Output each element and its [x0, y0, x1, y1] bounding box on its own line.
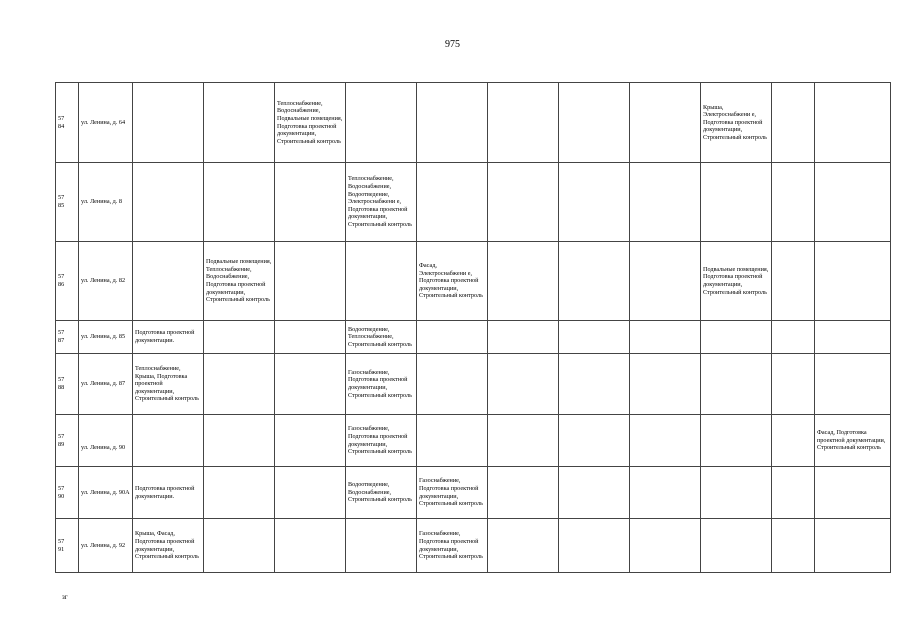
work-cell: [275, 163, 346, 242]
work-cell: [701, 415, 772, 467]
work-cell: [133, 242, 204, 321]
work-cell: Газоснабжение, Подготовка проектной документации, Строительный контроль: [346, 415, 417, 467]
work-cell: [204, 83, 275, 163]
work-cell: [630, 321, 701, 354]
work-cell: [559, 242, 630, 321]
work-cell: [559, 321, 630, 354]
work-cell: [701, 163, 772, 242]
work-cell: [275, 321, 346, 354]
work-cell: [488, 415, 559, 467]
work-cell: [204, 467, 275, 519]
work-cell: [204, 519, 275, 573]
work-cell: [772, 519, 815, 573]
address-cell: ул. Ленина, д. 85: [79, 321, 133, 354]
work-cell: [488, 321, 559, 354]
work-cell: [133, 83, 204, 163]
work-cell: Подвальные помещения, Теплоснабжение, Водоснабжение, Подготовка проектной документации, Строительный контроль: [204, 242, 275, 321]
work-cell: [815, 467, 891, 519]
work-cell: Газоснабжение, Подготовка проектной документации, Строительный контроль: [346, 354, 417, 415]
address-cell: ул. Ленина, д. 87: [79, 354, 133, 415]
work-cell: [630, 242, 701, 321]
work-cell: [772, 163, 815, 242]
work-cell: [488, 467, 559, 519]
work-cell: [559, 83, 630, 163]
work-cell: [815, 354, 891, 415]
row-number: 57 86: [56, 242, 79, 321]
table-row: [56, 519, 891, 573]
work-cell: [417, 83, 488, 163]
work-cell: [133, 163, 204, 242]
work-cell: [275, 467, 346, 519]
work-cell: [559, 354, 630, 415]
work-cell: [815, 321, 891, 354]
address-cell: ул. Ленина, д. 90: [79, 415, 133, 467]
work-cell: [417, 163, 488, 242]
row-number: 57 88: [56, 354, 79, 415]
work-cell: Подготовка проектной документации.: [133, 467, 204, 519]
work-cell: [275, 519, 346, 573]
work-cell: [417, 354, 488, 415]
row-number: 57 90: [56, 467, 79, 519]
work-cell: Подготовка проектной документации.: [133, 321, 204, 354]
work-cell: [772, 415, 815, 467]
work-cell: Подвальные помещения, Подготовка проектной документации, Строительный контроль: [701, 242, 772, 321]
address-cell: ул. Ленина, д. 64: [79, 83, 133, 163]
address-cell: ул. Ленина, д. 82: [79, 242, 133, 321]
work-cell: Теплоснабжение, Водоснабжение, Водоотведение, Электроснабжени е, Подготовка проектной документации, Строительный контроль: [346, 163, 417, 242]
row-number: 57 87: [56, 321, 79, 354]
work-cell: [204, 321, 275, 354]
work-cell: [815, 242, 891, 321]
row-number: 57 91: [56, 519, 79, 573]
work-cell: [204, 354, 275, 415]
row-number: 57 89: [56, 415, 79, 467]
table-row: [56, 415, 891, 467]
work-cell: Водоотведение, Водоснабжение, Строительный контроль: [346, 467, 417, 519]
work-cell: [701, 519, 772, 573]
work-cell: [559, 519, 630, 573]
table-row: [56, 321, 891, 354]
works-table: [55, 82, 891, 573]
footer-mark: зг: [62, 593, 68, 601]
work-cell: [772, 83, 815, 163]
work-cell: [204, 415, 275, 467]
work-cell: [630, 83, 701, 163]
work-cell: [815, 83, 891, 163]
work-cell: Теплоснабжение, Крыша, Подготовка проектной документации, Строительный контроль: [133, 354, 204, 415]
work-cell: [630, 415, 701, 467]
work-cell: [275, 415, 346, 467]
work-cell: [417, 321, 488, 354]
work-cell: [559, 467, 630, 519]
work-cell: [772, 354, 815, 415]
work-cell: [275, 354, 346, 415]
work-cell: [701, 354, 772, 415]
row-number: 57 84: [56, 83, 79, 163]
work-cell: Теплоснабжение, Водоснабжение, Подвальные помещения, Подготовка проектной документации, Строительный контроль: [275, 83, 346, 163]
work-cell: [133, 415, 204, 467]
table-row: [56, 163, 891, 242]
work-cell: Фасад, Электроснабжени е, Подготовка проектной документации, Строительный контроль: [417, 242, 488, 321]
work-cell: [559, 163, 630, 242]
work-cell: [630, 354, 701, 415]
work-cell: [630, 519, 701, 573]
table-row: [56, 467, 891, 519]
work-cell: Фасад, Подготовка проектной документации, Строительный контроль: [815, 415, 891, 467]
row-number: 57 85: [56, 163, 79, 242]
work-cell: [701, 321, 772, 354]
work-cell: [630, 467, 701, 519]
table-row: [56, 242, 891, 321]
work-cell: [772, 467, 815, 519]
work-cell: [346, 519, 417, 573]
table-row: [56, 83, 891, 163]
work-cell: Газоснабжение, Подготовка проектной документации, Строительный контроль: [417, 467, 488, 519]
work-cell: [275, 242, 346, 321]
work-cell: [346, 83, 417, 163]
work-cell: [488, 519, 559, 573]
work-cell: [772, 321, 815, 354]
work-cell: [630, 163, 701, 242]
work-cell: Крыша, Электроснабжени е, Подготовка проектной документации, Строительный контроль: [701, 83, 772, 163]
page-number: 975: [445, 39, 460, 50]
work-cell: [488, 354, 559, 415]
work-cell: [204, 163, 275, 242]
work-cell: [772, 242, 815, 321]
work-cell: [815, 163, 891, 242]
work-cell: [815, 519, 891, 573]
work-cell: [701, 467, 772, 519]
address-cell: ул. Ленина, д. 92: [79, 519, 133, 573]
address-cell: ул. Ленина, д. 8: [79, 163, 133, 242]
work-cell: Крыша, Фасад, Подготовка проектной документации, Строительный контроль: [133, 519, 204, 573]
work-cell: [488, 83, 559, 163]
work-cell: [488, 163, 559, 242]
work-cell: [346, 242, 417, 321]
address-cell: ул. Ленина, д. 90А: [79, 467, 133, 519]
work-cell: [417, 415, 488, 467]
work-cell: [488, 242, 559, 321]
work-cell: Водоотведение, Теплоснабжение, Строительный контроль: [346, 321, 417, 354]
work-cell: [559, 415, 630, 467]
work-cell: Газоснабжение, Подготовка проектной документации, Строительный контроль: [417, 519, 488, 573]
table-row: [56, 354, 891, 415]
